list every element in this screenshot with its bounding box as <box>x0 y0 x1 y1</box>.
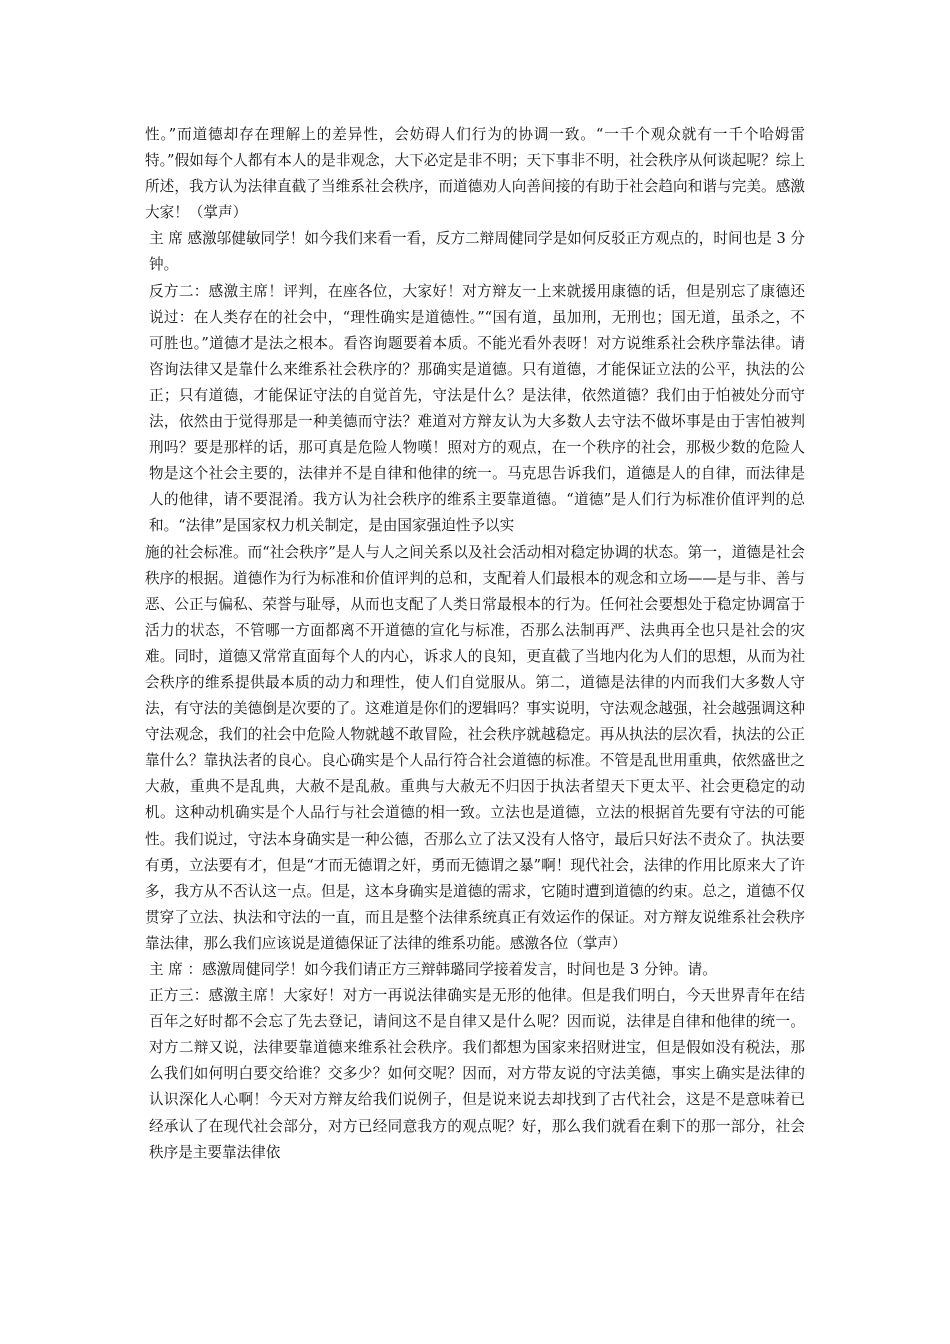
paragraph-zhengfang-closing: 性。”而道德却存在理解上的差异性，会妨碍人们行为的协调一致。“一千个观众就有一千个哈姆雷特。”假如每个人都有本人的是非观念，大下必定是非不明；天下事非不明，社会秩序从何谈起呢？综上所述，我方认为法律直截了当维系社会秩序，而道德劝人向善间接的有助于社会趋向和谐与完美。感激大家！（掌声） <box>145 126 805 222</box>
paragraph-fanfang-2-speech: 反方二：感激主席！评判，在座各位，大家好！对方辩友一上来就援用康德的话，但是别忘了康德还说过：在人类存在的社会中，“理性确实是道德性。”“国有道，虽加刑，无刑也；国无道，虽杀之，不可胜也。”道德才是法之根本。看咨询题要着本质。不能光看外表呀！对方说维系社会秩序靠法律。请咨询法律又是靠什么来维系社会秩序的？那确实是道德。只有道德，才能保证立法的公平，执法的公正；只有道德，才能保证守法的自觉首先，守法是什么？是法律，依然道德？我们由于怕被处分而守法，依然由于觉得那是一种美德而守法？难道对方辩友认为大多数人去守法不做坏事是由于害怕被判刑吗？要是那样的话，那可真是危险人物嘆！照对方的观点，在一个秩序的社会，那极少数的危险人物是这个社会主要的，法律并不是自律和他律的统一。马克思告诉我们，道德是人的自律，而法律是人的他律，请不要混淆。我方认为社会秩序的维系主要靠道德。“道德”是人们行为标准价值评判的总和。“法律”是国家权力机关制定，是由国家强迫性予以实 <box>149 282 805 535</box>
document-body <box>145 122 805 1166</box>
paragraph-zhengfang-3-speech: 正方三：感激主席！大家好！对方一再说法律确实是无形的他律。但是我们明白，今天世界青年在结百年之好时都不会忘了先去登记，请间这不是自律又是什么呢？因而说，法律是自律和他律的统一。对方二辩又说，法律要靠道德来维系社会秩序。我们都想为国家来招财进宝，但是假如没有税法，那么我们如何明白要交给谁？交多少？如何交呢？因而，对方带友说的守法美德，事实上确实是法律的认识深化人心啊！今天对方辩友给我们说例子，但是说来说去却找到了古代社会，这是不是意味着已经承认了在现代社会部分，对方已经同意我方的观点呢？好，那么我们就看在剩下的那一部分，社会秩序是主要靠法律依 <box>149 987 805 1161</box>
paragraph-chair-intro-fanfang-2: 主 席 感激邬健敏同学！如今我们来看一看，反方二辩周健同学是如何反驳正方观点的，时间也是 3 分钟。 <box>149 230 805 274</box>
paragraph-fanfang-2-continued: 施的社会标准。而“社会秩序”是人与人之间关系以及社会活动相对稳定协调的状态。第一，道德是社会秩序的根据。道德作为行为标准和价值评判的总和，支配着人们最根本的观念和立场——是与非、善与恶、公正与偏私、荣誉与耻辱，从而也支配了人类日常最根本的行为。任何社会要想处于稳定协调富于活力的状态，不管哪一方面都离不开道德的宣化与标准，否那么法制再严、法典再全也只是社会的灾难。同时，道德又常常直面每个人的内心，诉求人的良知，更直截了当地内化为人们的思想，从而为社会秩序的维系提供最本质的动力和理性，使人们自觉服从。第二，道德是法律的内而我们大多数人守法，有守法的美德倒是次要的了。这难道是你们的逻辑吗？事实说明，守法观念越强，社会越强调这种守法观念，我们的社会中危险人物就越不敢冒险，社会秩序就越稳定。再从执法的层次看，执法的公正靠什么？靠执法者的良心。良心确实是个人品行符合社会道德的标准。不管是乱世用重典，依然盛世之大赦，重典不是乱典，大赦不是乱赦。重典与大赦无不归因于执法者望天下更太平、社会更稳定的动机。这种动机确实是个人品行与社会道德的相一致。立法也是道德，立法的根据首先要有守法的可能性。我们说过，守法本身确实是一种公德，否那么立了法又没有人恪守，最后只好法不责众了。执法要有勇，立法要有才，但是“才而无德谓之奸，勇而无德谓之暴”啊！现代社会，法律的作用比原来大了许多，我方从不否认这一点。但是，这本身确实是道德的需求，它随时遭到道德的约束。总之，道德不仅贯穿了立法、执法和守法的一直，而且是整个法律系统真正有效运作的保证。对方辩友说维系社会秩序靠法律，那么我们应该说是道德保证了法律的维系功能。感激各位（掌声） <box>145 543 805 952</box>
paragraph-chair-intro-zhengfang-3: 主 席 ：感激周健同学！如今我们请正方三辩韩璐同学接着发言，时间也是 3 分钟。请。 <box>149 961 717 978</box>
